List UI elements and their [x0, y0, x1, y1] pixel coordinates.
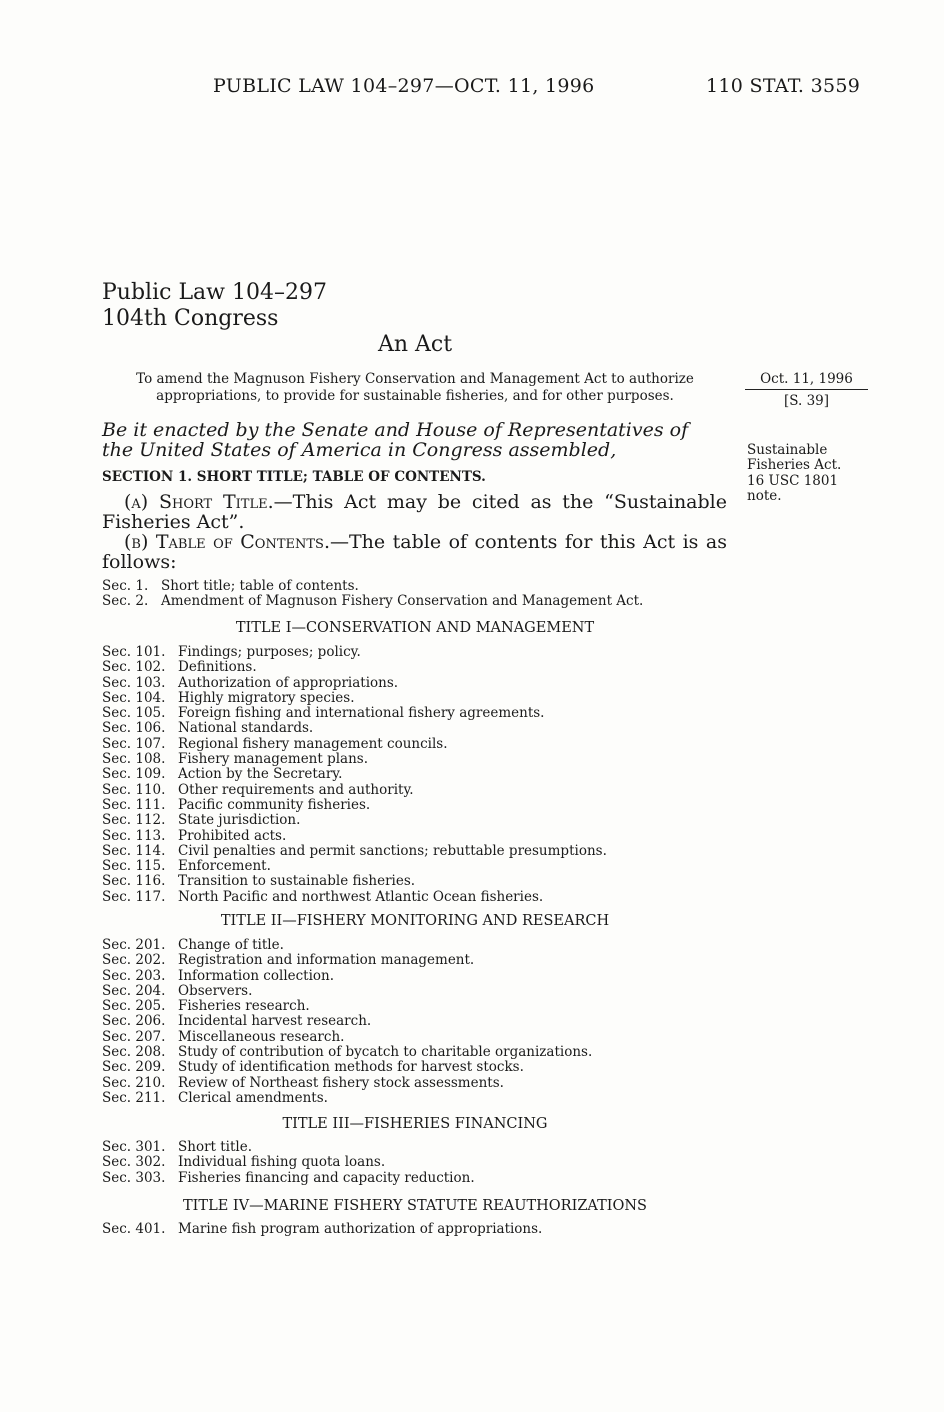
toc-section-number: Sec. 102.	[102, 659, 166, 676]
margin-note	[747, 443, 841, 504]
toc-title-heading: TITLE IV—MARINE FISHERY STATUTE REAUTHORIZATIONS	[183, 1198, 647, 1214]
toc-section-title: National standards.	[178, 720, 314, 737]
toc-entry	[102, 752, 607, 767]
toc-entry	[102, 579, 643, 594]
toc-section-title: Fisheries research.	[178, 998, 310, 1015]
purpose-statement	[100, 371, 730, 405]
toc-title-heading: TITLE III—FISHERIES FINANCING	[282, 1116, 548, 1132]
toc-section-title: Prohibited acts.	[178, 827, 287, 844]
toc-section-number: Sec. 105.	[102, 705, 166, 722]
toc-section-number: Sec. 207.	[102, 1028, 166, 1045]
toc-section-number: Sec. 205.	[102, 998, 166, 1015]
toc-section-title: Amendment of Magnuson Fishery Conservation and Management Act.	[161, 593, 644, 610]
toc-section-title: Registration and information management.	[178, 952, 475, 969]
toc-section-title: Short title; table of contents.	[161, 578, 359, 594]
toc-entry	[102, 767, 607, 782]
toc-entry	[102, 1014, 592, 1029]
enactment-date: Oct. 11, 1996	[745, 371, 868, 390]
toc-entry	[102, 890, 607, 905]
subsection-b-text: —The table of contents for this Act is as follows:	[102, 531, 727, 573]
toc-entry	[102, 660, 607, 675]
toc-title-heading: TITLE I—CONSERVATION AND MANAGEMENT	[235, 620, 595, 636]
toc-section-number: Sec. 2.	[102, 593, 149, 610]
toc-section-title: Pacific community fisheries.	[178, 796, 371, 813]
toc-section-title: Highly migratory species.	[178, 689, 355, 706]
margin-note-line: Sustainable	[747, 442, 828, 458]
toc-entry	[102, 969, 592, 984]
toc-section-number: Sec. 112.	[102, 812, 166, 829]
subsection-b-label: (b) Table of Contents.	[124, 531, 330, 553]
toc-section-title: Individual fishing quota loans.	[178, 1154, 386, 1171]
toc-entry	[102, 1030, 592, 1045]
toc-entry	[102, 829, 607, 844]
toc-title-heading: TITLE II—FISHERY MONITORING AND RESEARCH	[220, 913, 610, 929]
toc-entry	[102, 706, 607, 721]
running-header-page: 110 STAT. 3559	[706, 75, 861, 97]
toc-section-number: Sec. 210.	[102, 1074, 166, 1091]
toc-entry	[102, 691, 607, 706]
running-header-left: PUBLIC LAW 104–297—OCT. 11, 1996	[213, 75, 595, 97]
toc-section-title: Incidental harvest research.	[178, 1013, 372, 1030]
toc-entry	[102, 859, 607, 874]
toc-entry	[102, 721, 607, 736]
toc-section-title: Study of identification methods for harvest stocks.	[178, 1059, 524, 1076]
toc-section-title: Marine fish program authorization of appropriations.	[178, 1221, 543, 1237]
toc-section-number: Sec. 106.	[102, 720, 166, 737]
toc-section-title: Authorization of appropriations.	[178, 674, 399, 691]
toc-section-title: North Pacific and northwest Atlantic Ocean fisheries.	[178, 888, 544, 905]
toc-entry	[102, 783, 607, 798]
toc-entry	[102, 999, 592, 1014]
toc-entry	[102, 594, 643, 609]
toc-entry	[102, 1045, 592, 1060]
toc-section-title: Fishery management plans.	[178, 751, 369, 768]
enacting-line: Be it enacted by the Senate and House of Representatives of	[102, 419, 689, 441]
toc-section-number: Sec. 203.	[102, 967, 166, 984]
margin-note-line: note.	[747, 487, 782, 504]
toc-section-title: Enforcement.	[178, 858, 271, 875]
toc-entry	[102, 1091, 592, 1106]
toc-entry	[102, 813, 607, 828]
toc-section-title: Clerical amendments.	[178, 1089, 328, 1106]
toc-section-title: Foreign fishing and international fishery agreements.	[178, 705, 545, 722]
enacting-clause	[102, 420, 727, 460]
toc-list	[102, 1222, 542, 1237]
toc-section-title: Miscellaneous research.	[178, 1028, 345, 1045]
toc-entry	[102, 737, 607, 752]
toc-entry	[102, 1076, 592, 1091]
act-heading: An Act	[377, 332, 453, 357]
subsection-b	[102, 532, 727, 572]
toc-section-number: Sec. 108.	[102, 751, 166, 768]
toc-list	[102, 1140, 475, 1186]
purpose-line: appropriations, to provide for sustainable fisheries, and for other purposes.	[156, 388, 674, 404]
toc-section-number: Sec. 202.	[102, 952, 166, 969]
toc-section-number: Sec. 301.	[102, 1139, 166, 1155]
toc-section-number: Sec. 101.	[102, 644, 166, 660]
toc-section-title: Civil penalties and permit sanctions; rebuttable presumptions.	[178, 842, 607, 859]
toc-entry	[102, 1140, 475, 1155]
toc-section-number: Sec. 110.	[102, 781, 166, 798]
toc-entry	[102, 1222, 542, 1237]
toc-section-number: Sec. 115.	[102, 858, 166, 875]
toc-section-title: Short title.	[178, 1139, 253, 1155]
toc-section-number: Sec. 103.	[102, 674, 166, 691]
toc-section-title: State jurisdiction.	[178, 812, 301, 829]
toc-section-title: Information collection.	[178, 967, 335, 984]
purpose-line: To amend the Magnuson Fishery Conservation and Management Act to authorize	[136, 371, 694, 387]
toc-entry	[102, 798, 607, 813]
section-heading: SECTION 1. SHORT TITLE; TABLE OF CONTENTS.	[102, 469, 486, 485]
toc-section-number: Sec. 113.	[102, 827, 166, 844]
toc-section-number: Sec. 401.	[102, 1221, 166, 1237]
toc-entry	[102, 676, 607, 691]
toc-section-number: Sec. 209.	[102, 1059, 166, 1076]
toc-section-title: Fisheries financing and capacity reduction.	[178, 1169, 475, 1186]
toc-entry	[102, 984, 592, 999]
toc-section-title: Transition to sustainable fisheries.	[178, 873, 416, 890]
toc-section-title: Observers.	[178, 982, 253, 999]
toc-section-number: Sec. 1.	[102, 578, 149, 594]
margin-note-line: 16 USC 1801	[747, 472, 839, 489]
toc-section-title: Action by the Secretary.	[178, 766, 343, 783]
toc-section-number: Sec. 303.	[102, 1169, 166, 1186]
toc-section-number: Sec. 116.	[102, 873, 166, 890]
toc-section-title: Regional fishery management councils.	[178, 735, 448, 752]
toc-section-number: Sec. 109.	[102, 766, 166, 783]
bill-number: [S. 39]	[783, 393, 830, 409]
toc-list	[102, 579, 643, 610]
toc-section-title: Review of Northeast fishery stock assessments.	[178, 1074, 504, 1091]
toc-section-number: Sec. 204.	[102, 982, 166, 999]
enacting-line: the United States of America in Congress assembled,	[102, 439, 617, 461]
toc-section-number: Sec. 104.	[102, 689, 166, 706]
toc-section-number: Sec. 111.	[102, 796, 166, 813]
toc-entry	[102, 938, 592, 953]
subsection-a-text: —This Act may be cited as the “Sustainable Fisheries Act”.	[102, 491, 727, 533]
toc-section-number: Sec. 117.	[102, 888, 166, 905]
toc-section-title: Findings; purposes; policy.	[178, 644, 361, 660]
subsection-a-label: (a) Short Title.	[124, 491, 274, 513]
congress: 104th Congress	[102, 306, 279, 331]
toc-section-number: Sec. 107.	[102, 735, 166, 752]
toc-entry	[102, 1171, 475, 1186]
margin-note-line: Fisheries Act.	[747, 457, 842, 474]
toc-entry	[102, 645, 607, 660]
toc-list	[102, 645, 607, 905]
toc-section-number: Sec. 206.	[102, 1013, 166, 1030]
toc-section-number: Sec. 208.	[102, 1044, 166, 1061]
toc-entry	[102, 874, 607, 889]
toc-section-number: Sec. 201.	[102, 937, 166, 953]
toc-section-number: Sec. 211.	[102, 1089, 166, 1106]
toc-entry	[102, 1060, 592, 1075]
toc-section-title: Study of contribution of bycatch to charitable organizations.	[178, 1044, 593, 1061]
toc-entry	[102, 844, 607, 859]
toc-section-title: Definitions.	[178, 659, 257, 676]
toc-entry	[102, 953, 592, 968]
margin-date-block	[745, 371, 868, 409]
toc-list	[102, 938, 592, 1106]
toc-section-number: Sec. 114.	[102, 842, 166, 859]
subsection-a	[102, 492, 727, 532]
toc-section-title: Change of title.	[178, 937, 284, 953]
toc-section-number: Sec. 302.	[102, 1154, 166, 1171]
law-number: Public Law 104–297	[102, 280, 327, 305]
toc-entry	[102, 1155, 475, 1170]
toc-section-title: Other requirements and authority.	[178, 781, 414, 798]
